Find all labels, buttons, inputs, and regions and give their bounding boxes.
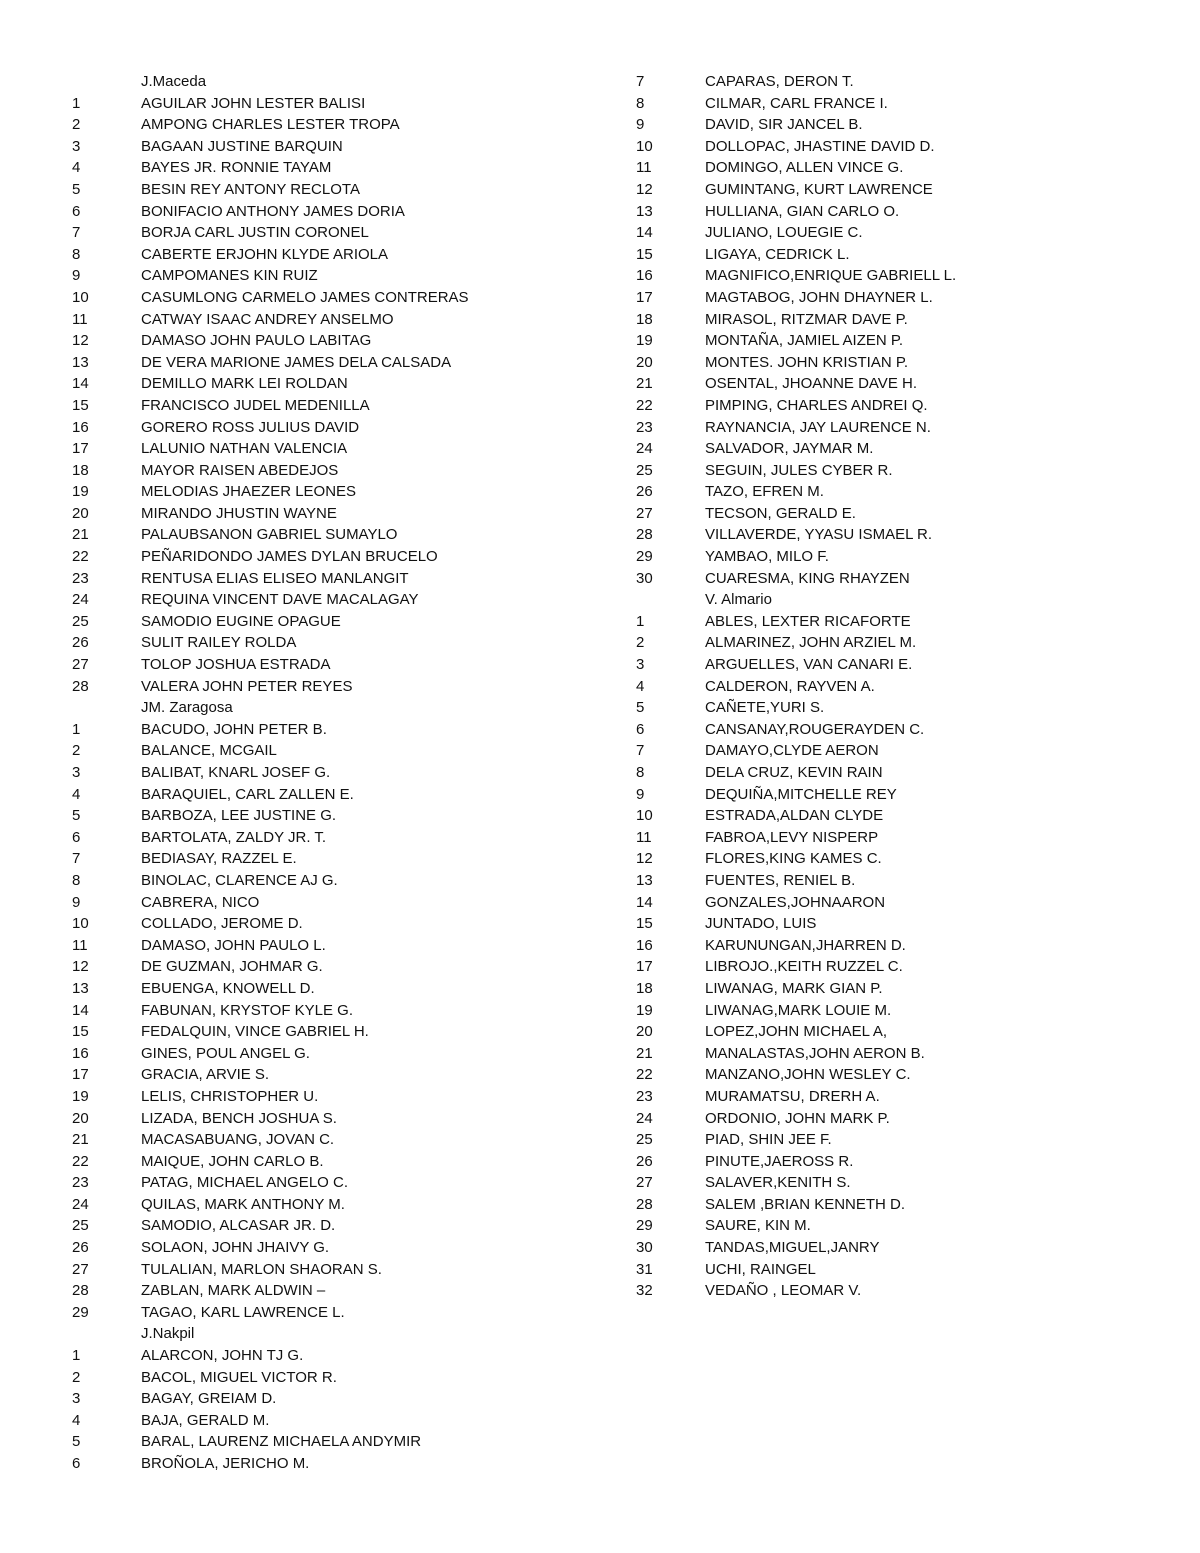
student-name: LELIS, CHRISTOPHER U. — [141, 1087, 319, 1105]
row-number: 9 — [72, 267, 81, 285]
section-heading: JM. Zaragosa — [141, 699, 233, 717]
student-name: QUILAS, MARK ANTHONY M. — [141, 1195, 345, 1213]
row-number: 5 — [72, 1433, 81, 1451]
student-name: BORJA CARL JUSTIN CORONEL — [141, 224, 369, 242]
row-number: 3 — [72, 137, 81, 155]
student-name: DAVID, SIR JANCEL B. — [705, 116, 863, 134]
row-number: 25 — [636, 461, 653, 479]
student-name: CABERTE ERJOHN KLYDE ARIOLA — [141, 245, 389, 263]
student-name: MURAMATSU, DRERH A. — [705, 1087, 880, 1105]
row-number: 23 — [636, 418, 653, 436]
row-number: 22 — [72, 548, 89, 566]
row-number: 8 — [636, 94, 645, 112]
student-name: SAMODIO, ALCASAR JR. D. — [141, 1217, 336, 1235]
row-number: 17 — [636, 958, 653, 976]
student-name: DE VERA MARIONE JAMES DELA CALSADA — [141, 353, 452, 371]
student-name: MANALASTAS,JOHN AERON B. — [705, 1044, 925, 1062]
row-number: 25 — [636, 1131, 653, 1149]
student-name: DELA CRUZ, KEVIN RAIN — [705, 764, 883, 781]
row-number: 7 — [72, 224, 81, 242]
row-number: 24 — [636, 1109, 653, 1127]
student-name: CASUMLONG CARMELO JAMES CONTRERAS — [141, 288, 469, 306]
row-number: 14 — [636, 893, 653, 911]
row-number: 28 — [636, 526, 653, 544]
row-number: 15 — [636, 245, 653, 263]
row-number: 13 — [636, 202, 653, 220]
row-number: 19 — [72, 483, 89, 501]
student-name: DEMILLO MARK LEI ROLDAN — [141, 375, 348, 393]
student-name: REQUINA VINCENT DAVE MACALAGAY — [141, 591, 419, 609]
student-name: CAPARAS, DERON T. — [705, 73, 854, 90]
student-name: TAZO, EFREN M. — [705, 483, 824, 501]
row-number: 10 — [72, 288, 89, 306]
row-number: 29 — [636, 1217, 653, 1235]
row-number: 31 — [636, 1260, 653, 1278]
student-name: KARUNUNGAN,JHARREN D. — [705, 936, 906, 954]
student-name: EBUENGA, KNOWELL D. — [141, 979, 315, 997]
row-number: 22 — [636, 396, 653, 414]
student-name: OSENTAL, JHOANNE DAVE H. — [705, 375, 917, 393]
row-number: 6 — [72, 1455, 81, 1472]
row-number: 18 — [636, 979, 653, 997]
student-name: TECSON, GERALD E. — [705, 504, 856, 522]
row-number: 18 — [636, 310, 653, 328]
student-name: SAURE, KIN M. — [705, 1217, 811, 1235]
row-number: 26 — [72, 634, 89, 652]
student-name: LOPEZ,JOHN MICHAEL A, — [705, 1023, 887, 1041]
student-name: BACOL, MIGUEL VICTOR R. — [141, 1368, 337, 1386]
student-name: DAMASO, JOHN PAULO L. — [141, 936, 326, 954]
student-name: BAYES JR. RONNIE TAYAM — [141, 159, 332, 177]
student-name: BACUDO, JOHN PETER B. — [141, 720, 327, 738]
row-number: 23 — [636, 1087, 653, 1105]
row-number: 16 — [636, 936, 653, 954]
student-name: LIZADA, BENCH JOSHUA S. — [141, 1109, 337, 1127]
student-name: MELODIAS JHAEZER LEONES — [141, 483, 357, 501]
row-number: 24 — [72, 1195, 89, 1213]
row-number: 21 — [636, 1044, 653, 1062]
row-number: 19 — [72, 1087, 89, 1105]
row-number: 24 — [72, 591, 89, 609]
row-number: 13 — [72, 353, 89, 371]
student-name: GORERO ROSS JULIUS DAVID — [141, 418, 360, 436]
row-number: 10 — [72, 915, 89, 933]
section-heading: V. Almario — [705, 591, 772, 609]
row-number: 26 — [636, 483, 653, 501]
student-name: TOLOP JOSHUA ESTRADA — [141, 656, 331, 674]
row-number: 25 — [72, 612, 89, 630]
student-name: FLORES,KING KAMES C. — [705, 850, 882, 868]
student-name: AGUILAR JOHN LESTER BALISI — [141, 94, 366, 112]
student-name: TAGAO, KARL LAWRENCE L. — [141, 1303, 345, 1321]
row-number: 8 — [72, 871, 81, 889]
row-number: 28 — [72, 1282, 89, 1300]
student-name: BESIN REY ANTONY RECLOTA — [141, 180, 360, 198]
row-number: 29 — [636, 548, 653, 566]
student-name: COLLADO, JEROME D. — [141, 915, 303, 933]
section-heading: J.Nakpil — [141, 1325, 195, 1343]
row-number: 1 — [72, 1347, 81, 1365]
row-number: 16 — [72, 1044, 89, 1062]
student-name: BAGAY, GREIAM D. — [141, 1390, 277, 1408]
student-name: PIMPING, CHARLES ANDREI Q. — [705, 396, 928, 414]
student-name: ZABLAN, MARK ALDWIN – — [141, 1282, 326, 1300]
row-number: 17 — [636, 288, 653, 306]
row-number: 2 — [72, 1368, 81, 1386]
row-number: 6 — [636, 720, 645, 738]
student-name: BEDIASAY, RAZZEL E. — [141, 850, 297, 868]
student-name: DEQUIÑA,MITCHELLE REY — [705, 785, 897, 803]
row-number: 23 — [72, 569, 89, 587]
student-name: SULIT RAILEY ROLDA — [141, 634, 297, 652]
student-name: JUNTADO, LUIS — [705, 915, 817, 933]
row-number: 3 — [72, 1390, 81, 1408]
student-name: PATAG, MICHAEL ANGELO C. — [141, 1174, 348, 1192]
row-number: 4 — [72, 785, 81, 803]
student-name: VEDAÑO , LEOMAR V. — [705, 1282, 862, 1300]
row-number: 12 — [72, 332, 89, 350]
student-name: ARGUELLES, VAN CANARI E. — [705, 656, 913, 674]
student-name: CANSANAY,ROUGERAYDEN C. — [705, 720, 925, 738]
row-number: 20 — [636, 1023, 653, 1041]
student-name: MAGTABOG, JOHN DHAYNER L. — [705, 288, 933, 306]
row-number: 2 — [636, 634, 645, 652]
student-name: LIWANAG, MARK GIAN P. — [705, 979, 883, 997]
student-name: PALAUBSANON GABRIEL SUMAYLO — [141, 526, 398, 544]
row-number: 11 — [72, 936, 88, 954]
row-number: 10 — [636, 137, 653, 155]
row-number: 4 — [72, 1411, 81, 1429]
row-number: 22 — [636, 1066, 653, 1084]
row-number: 12 — [636, 180, 653, 198]
student-name: BAGAAN JUSTINE BARQUIN — [141, 137, 343, 155]
row-number: 26 — [636, 1152, 653, 1170]
row-number: 5 — [72, 180, 81, 198]
student-name: GRACIA, ARVIE S. — [141, 1066, 270, 1084]
row-number: 28 — [636, 1195, 653, 1213]
student-name: JULIANO, LOUEGIE C. — [705, 224, 863, 242]
student-name: LIBROJO.,KEITH RUZZEL C. — [705, 958, 903, 976]
student-name: BONIFACIO ANTHONY JAMES DORIA — [141, 202, 405, 220]
student-name: CALDERON, RAYVEN A. — [705, 677, 875, 695]
row-number: 3 — [636, 656, 645, 674]
student-name: GUMINTANG, KURT LAWRENCE — [705, 180, 933, 198]
row-number: 11 — [636, 159, 652, 177]
student-name: ALMARINEZ, JOHN ARZIEL M. — [705, 634, 917, 652]
student-name: FABROA,LEVY NISPERP — [705, 828, 879, 846]
student-name: DOMINGO, ALLEN VINCE G. — [705, 159, 904, 177]
student-name: VILLAVERDE, YYASU ISMAEL R. — [705, 526, 933, 544]
row-number: 24 — [636, 440, 653, 458]
row-number: 30 — [636, 1239, 653, 1257]
student-name: BAJA, GERALD M. — [141, 1411, 270, 1429]
row-number: 21 — [72, 1131, 89, 1149]
student-name: YAMBAO, MILO F. — [705, 548, 829, 566]
student-name: BALANCE, MCGAIL — [141, 742, 277, 760]
row-number: 19 — [636, 1001, 653, 1019]
student-name: CAÑETE,YURI S. — [705, 699, 825, 717]
student-name: CATWAY ISAAC ANDREY ANSELMO — [141, 310, 394, 328]
student-name: ALARCON, JOHN TJ G. — [141, 1347, 304, 1365]
student-name: LIGAYA, CEDRICK L. — [705, 245, 850, 263]
student-name: SALVADOR, JAYMAR M. — [705, 440, 874, 458]
student-name: MIRANDO JHUSTIN WAYNE — [141, 504, 337, 522]
student-name: DAMASO JOHN PAULO LABITAG — [141, 332, 372, 350]
student-name: FEDALQUIN, VINCE GABRIEL H. — [141, 1023, 369, 1041]
row-number: 7 — [72, 850, 81, 868]
row-number: 4 — [72, 159, 81, 177]
student-name: MACASABUANG, JOVAN C. — [141, 1131, 335, 1149]
student-name: BARAQUIEL, CARL ZALLEN E. — [141, 785, 354, 803]
row-number: 14 — [72, 375, 89, 393]
section-heading: J.Maceda — [141, 73, 207, 90]
student-name: SALEM ,BRIAN KENNETH D. — [705, 1195, 906, 1213]
student-name: CUARESMA, KING RHAYZEN — [705, 569, 910, 587]
row-number: 1 — [72, 720, 81, 738]
row-number: 7 — [636, 73, 645, 90]
row-number: 12 — [72, 958, 89, 976]
student-name: BALIBAT, KNARL JOSEF G. — [141, 764, 331, 781]
student-name: DOLLOPAC, JHASTINE DAVID D. — [705, 137, 935, 155]
student-name: BARTOLATA, ZALDY JR. T. — [141, 828, 327, 846]
row-number: 22 — [72, 1152, 89, 1170]
row-number: 19 — [636, 332, 653, 350]
student-name: ABLES, LEXTER RICAFORTE — [705, 612, 911, 630]
row-number: 15 — [636, 915, 653, 933]
row-number: 25 — [72, 1217, 89, 1235]
row-number: 30 — [636, 569, 653, 587]
student-name: TULALIAN, MARLON SHAORAN S. — [141, 1260, 382, 1278]
student-name: SAMODIO EUGINE OPAGUE — [141, 612, 341, 630]
student-name: MONTES. JOHN KRISTIAN P. — [705, 353, 909, 371]
student-name: GINES, POUL ANGEL G. — [141, 1044, 310, 1062]
student-name: FRANCISCO JUDEL MEDENILLA — [141, 396, 370, 414]
student-name: MAGNIFICO,ENRIQUE GABRIELL L. — [705, 267, 957, 285]
row-number: 11 — [636, 828, 652, 846]
row-number: 1 — [72, 94, 81, 112]
row-number: 27 — [636, 504, 653, 522]
student-name: CAMPOMANES KIN RUIZ — [141, 267, 318, 285]
row-number: 2 — [72, 116, 81, 134]
student-name: MONTAÑA, JAMIEL AIZEN P. — [705, 332, 904, 350]
row-number: 5 — [636, 699, 645, 717]
student-name: UCHI, RAINGEL — [705, 1260, 816, 1278]
student-name: AMPONG CHARLES LESTER TROPA — [141, 116, 400, 134]
student-name: CABRERA, NICO — [141, 893, 260, 911]
student-name: CILMAR, CARL FRANCE I. — [705, 94, 888, 112]
row-number: 17 — [72, 1066, 89, 1084]
row-number: 21 — [636, 375, 653, 393]
row-number: 20 — [72, 504, 89, 522]
row-number: 28 — [72, 677, 89, 695]
student-name: ORDONIO, JOHN MARK P. — [705, 1109, 890, 1127]
row-number: 27 — [72, 656, 89, 674]
row-number: 13 — [636, 871, 653, 889]
student-name: MANZANO,JOHN WESLEY C. — [705, 1066, 911, 1084]
row-number: 16 — [72, 418, 89, 436]
row-number: 11 — [72, 310, 88, 328]
row-number: 6 — [72, 828, 81, 846]
row-number: 21 — [72, 526, 89, 544]
student-name: BARBOZA, LEE JUSTINE G. — [141, 807, 337, 825]
student-name: MAYOR RAISEN ABEDEJOS — [141, 461, 339, 479]
row-number: 7 — [636, 742, 645, 760]
student-name: BINOLAC, CLARENCE AJ G. — [141, 871, 338, 889]
student-name: SOLAON, JOHN JHAIVY G. — [141, 1239, 330, 1257]
student-name: FUENTES, RENIEL B. — [705, 871, 856, 889]
row-number: 9 — [636, 116, 645, 134]
student-name: BARAL, LAURENZ MICHAELA ANDYMIR — [141, 1433, 422, 1451]
row-number: 26 — [72, 1239, 89, 1257]
row-number: 16 — [636, 267, 653, 285]
student-name: DE GUZMAN, JOHMAR G. — [141, 958, 323, 976]
row-number: 14 — [636, 224, 653, 242]
row-number: 20 — [636, 353, 653, 371]
row-number: 5 — [72, 807, 81, 825]
student-name: BROÑOLA, JERICHO M. — [141, 1455, 310, 1472]
student-name: HULLIANA, GIAN CARLO O. — [705, 202, 900, 220]
row-number: 15 — [72, 1023, 89, 1041]
student-name: SALAVER,KENITH S. — [705, 1174, 851, 1192]
row-number: 27 — [72, 1260, 89, 1278]
row-number: 17 — [72, 440, 89, 458]
row-number: 29 — [72, 1303, 89, 1321]
student-name: LIWANAG,MARK LOUIE M. — [705, 1001, 892, 1019]
row-number: 9 — [636, 785, 645, 803]
student-name: MIRASOL, RITZMAR DAVE P. — [705, 310, 908, 328]
student-name: PIAD, SHIN JEE F. — [705, 1131, 832, 1149]
row-number: 32 — [636, 1282, 653, 1300]
student-name: RENTUSA ELIAS ELISEO MANLANGIT — [141, 569, 409, 587]
row-number: 14 — [72, 1001, 89, 1019]
row-number: 10 — [636, 807, 653, 825]
row-number: 6 — [72, 202, 81, 220]
row-number: 4 — [636, 677, 645, 695]
row-number: 13 — [72, 979, 89, 997]
student-name: GONZALES,JOHNAARON — [705, 893, 886, 911]
row-number: 12 — [636, 850, 653, 868]
row-number: 9 — [72, 893, 81, 911]
student-name: RAYNANCIA, JAY LAURENCE N. — [705, 418, 931, 436]
row-number: 1 — [636, 612, 645, 630]
student-name: TANDAS,MIGUEL,JANRY — [705, 1239, 880, 1257]
row-number: 27 — [636, 1174, 653, 1192]
student-name: PEÑARIDONDO JAMES DYLAN BRUCELO — [141, 548, 438, 566]
row-number: 18 — [72, 461, 89, 479]
student-name: PINUTE,JAEROSS R. — [705, 1152, 854, 1170]
row-number: 2 — [72, 742, 81, 760]
row-number: 15 — [72, 396, 89, 414]
student-name: LALUNIO NATHAN VALENCIA — [141, 440, 348, 458]
student-name: FABUNAN, KRYSTOF KYLE G. — [141, 1001, 354, 1019]
row-number: 8 — [72, 245, 81, 263]
student-name: SEGUIN, JULES CYBER R. — [705, 461, 893, 479]
row-number: 8 — [636, 764, 645, 781]
student-name: ESTRADA,ALDAN CLYDE — [705, 807, 884, 825]
row-number: 23 — [72, 1174, 89, 1192]
student-name: MAIQUE, JOHN CARLO B. — [141, 1152, 324, 1170]
student-name: VALERA JOHN PETER REYES — [141, 677, 353, 695]
row-number: 20 — [72, 1109, 89, 1127]
row-number: 3 — [72, 764, 81, 781]
student-name: DAMAYO,CLYDE AERON — [705, 742, 879, 760]
